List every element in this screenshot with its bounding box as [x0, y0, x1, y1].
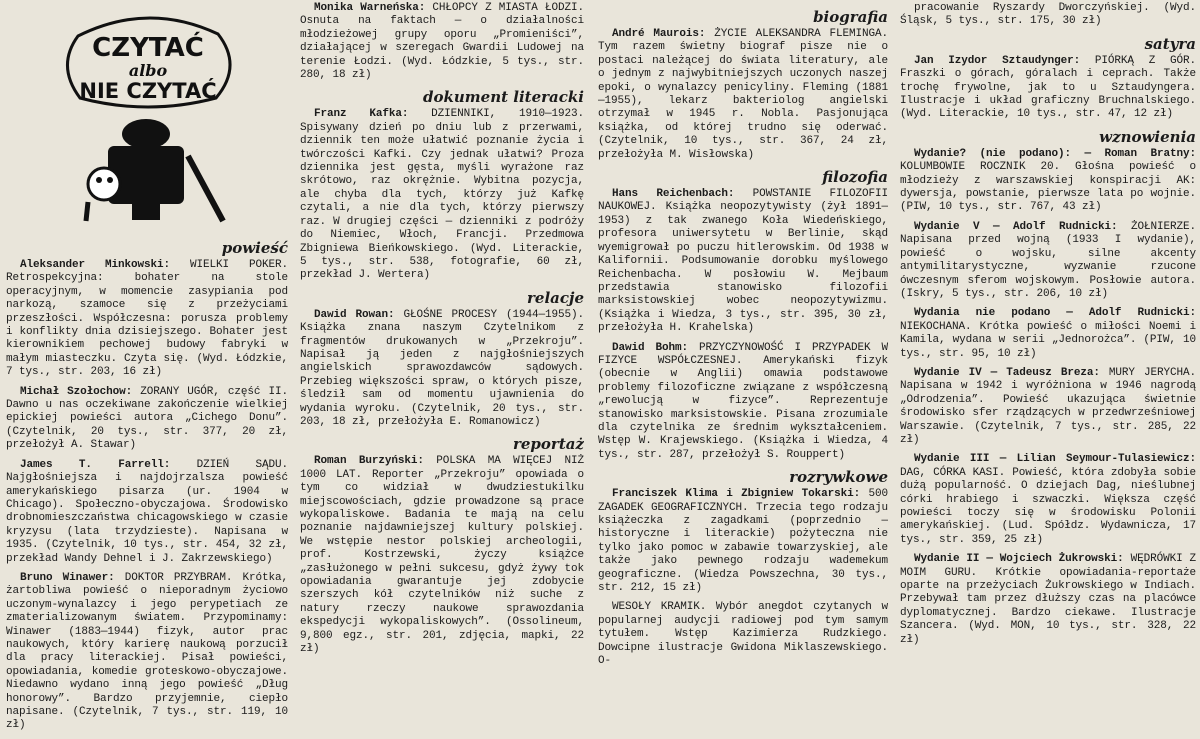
review-entry [6, 572, 288, 733]
logo-line-1: CZYTAĆ [92, 33, 204, 63]
entry-text: Krótka powieść o miłości Noemi i Kamila, wydana w serii „Jednorożca”. (PIW, 10 tys., str. 95, 10 zł) [900, 320, 1196, 360]
entry-title: MURY JERYCHA. [1108, 366, 1196, 379]
entry-author: Franciszek Klima i Zbigniew Tokarski: [612, 488, 861, 501]
entry-author: Wydanie III — Lilian Seymour-Tulasiewicz: [914, 453, 1196, 466]
section-heading: dokument literacki [423, 88, 584, 107]
entry-author: Wydanie II — Wojciech Żukrowski: [914, 553, 1124, 566]
review-entry [598, 342, 888, 463]
review-entry [900, 55, 1196, 122]
entry-text: pracowanie Ryszardy Dworczyńskiej. (Wyd. Śląsk, 5 tys., str. 175, 30 zł) [900, 2, 1196, 28]
entry-title: DZIENNIKI, 1910—1923. [431, 108, 584, 121]
entry-author: André Maurois: [612, 28, 706, 40]
review-entry [900, 367, 1196, 447]
review-entry [598, 28, 888, 162]
entry-title: POWSTANIE FILOZOFII NAUKOWEJ. [598, 188, 888, 214]
entry-title: ŻOŁNIERZE. [1130, 220, 1196, 233]
entry-author: James T. Farrell: [20, 458, 171, 471]
entry-text: Spisywany dzień po dniu lub z przerwami, dziennik ten może ułatwić poznanie życia i twórczości Kafki. Czy jednak ułatwi? Proza dziennika jest gęsta, myśli wyrażone raz skrótowo, raz okrężnie. Wybitna pozycja, ale chyba dla tych, którzy już Kafkę czytali, a nie dla tych, którzy pierwszy raz. W drugiej części — dzienniki z podróży do Niemiec, Włoch, Francji. Przedmowa Zbigniewa Bieńkowskiego. (Wyd. Literackie, 5 tys., str. 538, fotografie, 60 zł, przekład J. Wertera) [300, 121, 584, 282]
entry-text: Dawno u nas oczekiwane zakończenie wielkiej epickiej powieści autora „Cichego Donu”. (Czytelnik, 20 tys., str. 377, 20 zł, przełożył A. Stawar) [6, 399, 288, 452]
review-entry [598, 488, 888, 595]
entry-author: Hans Reichenbach: [612, 188, 735, 201]
entry-text: Wybór anegdot czytanych w popularnej audycji radiowej pod tym samym tytułem. Wstęp Kazimierza Rudzkiego. Dowcipne ilustracje Gwidona Miklaszewskiego. O- [598, 601, 888, 668]
entry-author: Aleksander Minkowski: [20, 259, 171, 271]
entry-author: Wydanie? (nie podano): — Roman Bratny: [914, 147, 1196, 160]
section-heading: rozrywkowe [789, 468, 888, 487]
review-entry [6, 259, 288, 380]
section [900, 2, 1196, 29]
entry-author: Michał Szołochow: [20, 385, 133, 398]
review-entry [300, 108, 584, 282]
entry-title: POLSKA MA WIĘCEJ NIŻ 1000 LAT. [300, 455, 584, 481]
review-entry [300, 309, 584, 430]
entry-text: Tym razem świetny biograf pisze nie o postaci należącej do świata literatury, ale o jednym z najwybitniejszych uczonych naszej epoki, o wynalazcy penicyliny. Fleming (1881—1955), lekarz bakteriolog angielski otrzymał w 1945 r. Nobla. Pasjonująca książka, od której trudno się oderwać. (Czytelnik, 10 tys., str. 367, 24 zł, przełożyła M. Wisłowska) [598, 41, 888, 161]
section [300, 2, 584, 82]
entry-text: Najgłośniejsza i najdojrzalsza powieść amerykańskiego pisarza (ur. 1904 w Chicago). Społeczno-obyczajowa. Środowisko drobnomieszczaństwa chicagowskiego w czasie kryzysu (lata trzydzieste). Napisana w 1935. (Czytelnik, 10 tys., str. 454, 32 zł, przekład Wandy Dehnel i J. Zakrzewskiego) [6, 472, 288, 565]
section [300, 289, 584, 430]
column-1 [6, 2, 288, 739]
entry-text: Fraszki o górach, góralach i ceprach. Także trochę frywolne, jak to u Sztaudyngera. Ilustracje i układ graficzny Bruchnalskiego. (Wyd. Literackie, 10 tys., str. 47, 12 zł) [900, 68, 1196, 121]
section-heading: filozofia [822, 168, 888, 187]
section [900, 35, 1196, 122]
entry-author: Wydanie V — Adolf Rudnicki: [914, 220, 1118, 233]
section-heading: wznowienia [1099, 127, 1196, 146]
entry-text: Krótkie opowiadania-reportaże oparte na przeżyciach Żukrowskiego w Indiach. Przebywał tam przez dłuższy czas na placówce dyplomatycznej. Bardzo ciekawe. Ilustracje Szancera. (Wyd. MON, 10 tys., str. 328, 22 zł) [900, 566, 1196, 646]
logo-line-3: NIE CZYTAĆ [79, 79, 217, 103]
entry-title: PRZYCZYNOWOŚĆ I PRZYPADEK W FIZYCE WSPÓŁCZESNEJ. [598, 341, 888, 367]
section [598, 8, 888, 162]
entry-text: Napisana w 1942 i wyróżniona w 1946 nagrodą „Odrodzenia”. Powieść ukazująca świetnie środowisko sfer rządzących w przedwrześniowej Warszawie. (Czytelnik, 7 tys., str. 285, 22 zł) [900, 380, 1196, 446]
entry-title: CHŁOPCY Z MIASTA ŁODZI. [432, 2, 584, 14]
entry-title: ŻYCIE ALEKSANDRA FLEMINGA. [714, 28, 888, 40]
entry-author: Wydania nie podano — Adolf Rudnicki: [914, 307, 1196, 320]
entry-author: Dawid Bohm: [612, 341, 688, 354]
entry-title: NIEKOCHANA. [900, 320, 972, 333]
logo-line-2: albo [128, 61, 168, 80]
entry-text: Powieść, która zdobyła sobie dużą popularność. O dziejach Dag, nieślubnej córki hrabiego i szwaczki. Większa część powieści toczy się w środowisku Polonii amerykańskiej. (Lud. Spółdz. Wydawnicza, 17 tys., str. 359, 25 zł) [900, 466, 1196, 546]
review-entry [598, 188, 888, 335]
review-entry [900, 2, 1196, 29]
entry-text: Retrospekcyjna: bohater na stole operacyjnym, w momencie zasypiania pod narkozą, szamoce się z przeżyciami przeszłości. Współczesna: porusza problemy i konflikty dnia dzisiejszego. Bohater jest kierownikiem pechowej budowy fabryki w małym miasteczku. Czyta się. (Wyd. Łódzkie, 7 tys., str. 203, 16 zł) [6, 272, 288, 379]
entry-author: Franz Kafka: [314, 108, 409, 121]
entry-title: DAG, CÓRKA KASI. [900, 466, 1006, 479]
review-entry [900, 553, 1196, 647]
entry-text: Reporter „Przekroju” opowiada o tym co widział w dwudziestukilku miejscowościach, gdzie prowadzone są prace wykopaliskowe. Badania te mają na celu poznanie najdawniejszej kultury polskiej. We wstępie nestor polskiej archeologii, prof. Kostrzewski, życzy książce „zasłużonego w pełni sukcesu, gdyż żywy tok opowiadania gwarantuje jej zdobycie szerszych kół czytelników niż suche z natury rzeczy naukowe sprawozdania ekspedycji wykopaliskowych”. (Ossolineum, 9,800 egz., str. 201, zdjęcia, mapki, 22 zł) [300, 468, 584, 656]
entry-text: Głośna powieść o młodzieży z warszawskiej konspiracji AK: dywersja, powstanie, pierwsze lata po wojnie. (PIW, 10 tys., str. 767, 43 zł) [900, 161, 1196, 214]
entry-author: Roman Burzyński: [314, 455, 424, 468]
review-entry [300, 455, 584, 656]
section-heading: biografia [813, 8, 888, 26]
column-4 [900, 2, 1196, 653]
column-2 [300, 2, 584, 662]
entry-title: ZORANY UGÓR, część II. [140, 385, 288, 398]
review-entry [6, 386, 288, 453]
column-3 [598, 2, 888, 674]
review-entry [598, 601, 888, 668]
entry-author: Bruno Winawer: [20, 571, 115, 584]
entry-text: Trzecia tego rodzaju książeczka z zagadkami (poprzednio — historyczne i literackie) pożyteczna nie tylko jako pomoc w zabawie towarzyskiej, ale także jako pewnego rodzaju wademekum geograficzne. (Wiedza Powszechna, 30 tys., str. 212, 15 zł) [598, 501, 888, 595]
entry-title: WĘDRÓWKI Z MOIM GURU. [900, 553, 1196, 579]
entry-title: 500 ZAGADEK GEOGRAFICZNYCH. [598, 488, 888, 514]
section-heading: powieść [221, 239, 288, 257]
review-entry [900, 221, 1196, 301]
section [6, 239, 288, 733]
section-heading: reportaż [512, 435, 584, 454]
section-heading: relacje [527, 288, 584, 307]
section [300, 88, 584, 282]
entry-title: PIÓRKĄ Z GÓR. [1094, 54, 1196, 67]
review-entry [900, 307, 1196, 361]
review-entry [900, 148, 1196, 215]
entry-title: DOKTOR PRZYBRAM. [124, 571, 233, 584]
review-entry [300, 2, 584, 82]
review-entry [6, 459, 288, 566]
entry-text: Osnuta na faktach — o działalności młodzieżowej grupy oporu „Promieniści”, działającej w szeregach Gwardii Ludowej na terenie Łodzi. (Wyd. Łódzkie, 5 tys., str. 280, 18 zł) [300, 15, 584, 82]
entry-text: Krótka, żartobliwa powieść o nieporadnym życiowo uczonym-wynalazcy i jego perypetiach ze zmaterializowanym światem. Przypominamy: Winawer (1883—1944) fizyk, autor prac naukowych, który karierę naukową porzucił dla pracy literackiej. Pisał powieści, opowiadania, komedie groteskowo-obyczajowe. Niedawno wydano inną jego powieść „Dług honorowy”. Bardzo przyjemnie, ciepło napisane. (Czytelnik, 7 tys., str. 119, 10 zł) [6, 571, 288, 732]
section-heading: satyra [1144, 34, 1196, 53]
czytac-logo-illustration [48, 6, 248, 224]
entry-title: WESOŁY KRAMIK. [612, 601, 707, 614]
entry-title: DZIEŃ SĄDU. [196, 458, 288, 471]
entry-author: Dawid Rowan: [314, 308, 395, 321]
entry-author: Monika Warneńska: [314, 2, 426, 14]
entry-title: GŁOŚNE PROCESY (1944—1955). [403, 308, 584, 321]
section [300, 435, 584, 656]
entry-text: Amerykański fizyk (obecnie w Anglii) omawia podstawowe problemy filozoficzne związane z współczesną „rewolucją w fizyce”. Reprezentuje stanowisko marksistowskie. Pisana zrozumiale dla czytelnika ze średnim wykształceniem. Wstęp W. Krajewskiego. (Książka i Wiedza, 4 tys., str. 287, przełożył S. Rouppert) [598, 354, 888, 461]
entry-author: Wydanie IV — Tadeusz Breza: [914, 366, 1100, 379]
entry-text: Książka neopozytywisty (żył 1891—1953) z tak zwanego Koła Wiedeńskiego, profesora uniwersytetu w Berlinie, skąd wyemigrował po puczu hitlerowskim. Od 1938 w Kalifornii. Podsumowanie dorobku myślowego Reichenbacha. W posłowiu W. Mejbaum przedstawia stanowisko filozofii marksistowskiej wobec neopozytywizmu. (Książka i Wiedza, 3 tys., str. 395, 30 zł, przełożyła H. Krahelska) [598, 201, 888, 335]
section [900, 128, 1196, 647]
entry-title: KOLUMBOWIE ROCZNIK 20. [900, 161, 1060, 174]
entry-title: WIELKI POKER. [190, 259, 288, 271]
entry-author: Jan Izydor Sztaudynger: [914, 54, 1081, 67]
section [598, 168, 888, 462]
entry-text: Napisana przed wojną (1933 I wydanie), powieść o wojsku, silne akcenty antymilitarystyczne, wyzwanie rzucone ówczesnym sferom wojskowym. Posłowie autora. (Iskry, 5 tys., str. 206, 10 zł) [900, 234, 1196, 300]
entry-text: Książka znana naszym Czytelnikom z fragmentów drukowanych w „Przekroju”. Napisał ją jeden z najgłośniejszych angielskich sprawozdawców sądowych. Przebieg większości spraw, o których pisze, śledził sam od momentu ujawnienia do wydania wyroku. (Czytelnik, 20 tys., str. 203, 18 zł, przełożyła E. Romanowicz) [300, 322, 584, 428]
section [598, 468, 888, 668]
review-entry [900, 453, 1196, 547]
